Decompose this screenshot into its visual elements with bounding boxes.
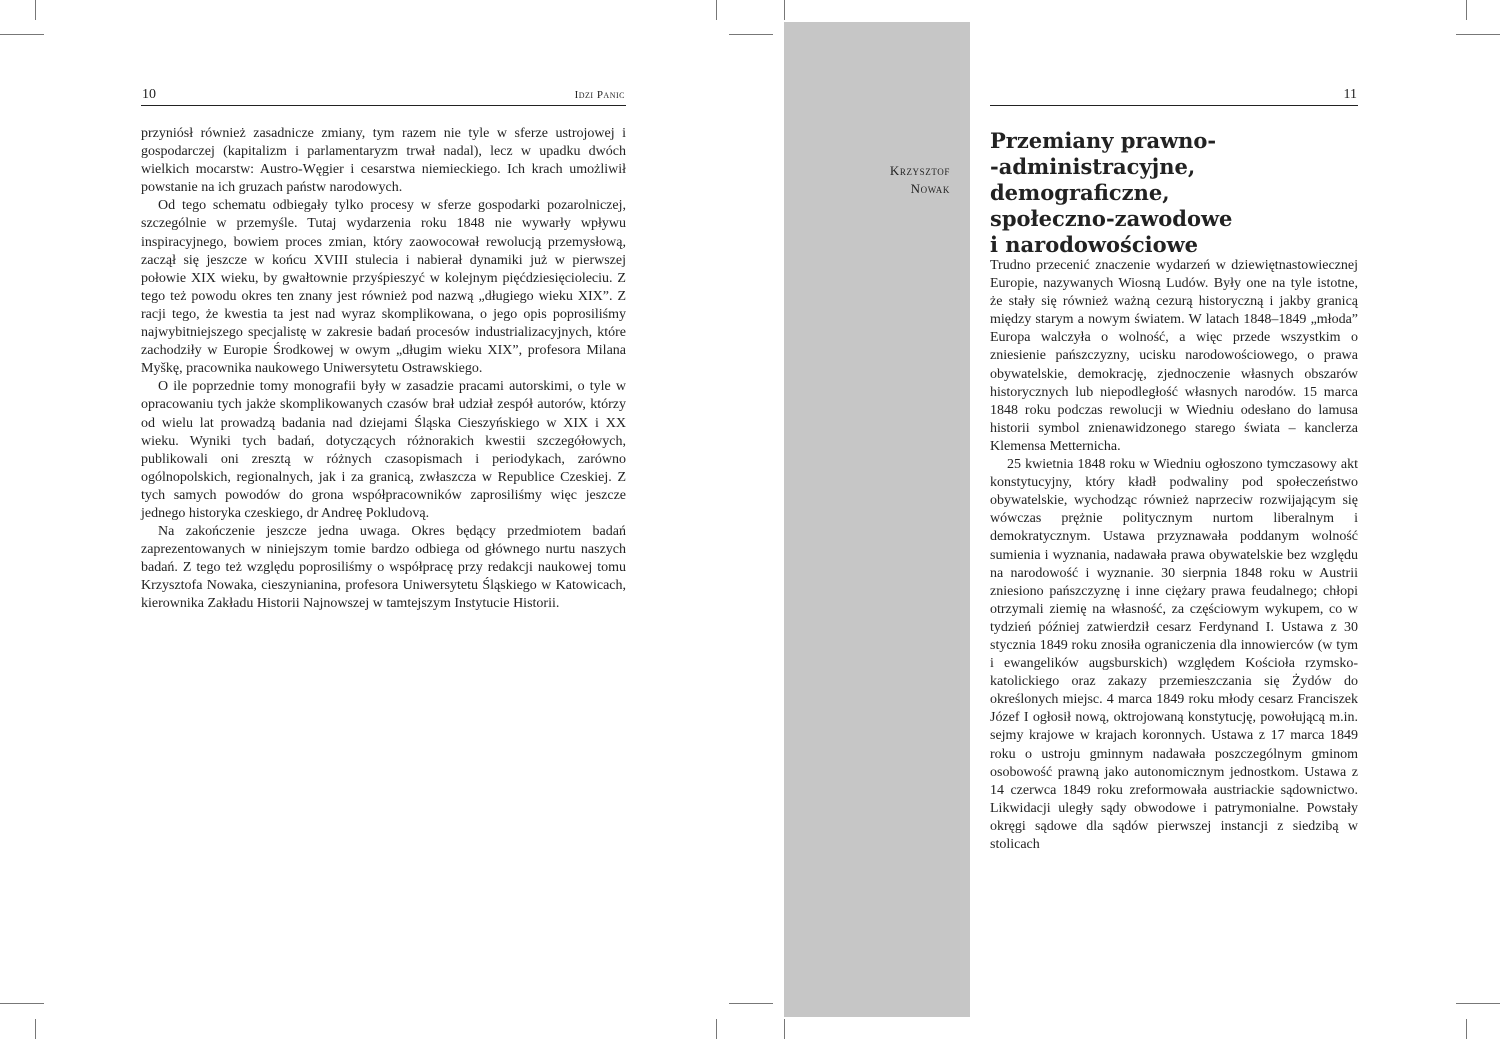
crop-mark — [1456, 34, 1500, 35]
crop-mark — [729, 34, 773, 35]
crop-mark — [1466, 0, 1467, 20]
paragraph: przyniósł również zasadnicze zmiany, tym razem nie tyle w sferze ustrojowej i gospodarczej (kapitalizm i parlamentaryzm trwał nadal), lecz w upadku dwóch wielkich mocarstw: Austro-Węgier i cesarstwa niemieckiego. Ich krach umożliwił powstanie na ich gruzach państw narodowych. — [141, 126, 626, 196]
page-number-left: 10 — [142, 87, 156, 102]
page-number-right: 11 — [1343, 87, 1357, 102]
paragraph: Trudno przecenić znaczenie wydarzeń w dziewiętnastowiecznej Europie, nazywanych Wiosną Ludów. Były one na tyle istotne, że stały się również ważną cezurą historyczną i jakby granicą między starym a nowym światem. W latach 1848–1849 „młoda” Europa walczyła o wolność, a więc przede wszystkim o zniesienie pańszczyzny, ucisku narodowościowego, o prawa obywatelskie, demokrację, zjednoczenie własnych obszarów historycznych lub niepodległość własnych narodów. 15 marca 1848 roku podczas rewolucji w Wiedniu odesłano do lamusa historii symbol znienawidzonego starego świata – kanclerza Klemensa Metternicha. — [990, 258, 1358, 454]
crop-mark — [1456, 1003, 1500, 1004]
crop-mark — [716, 0, 717, 20]
crop-mark — [784, 1019, 785, 1039]
crop-mark — [716, 1019, 717, 1039]
chapter-title-line: -administracyjne, demograficzne, — [990, 154, 1196, 205]
chapter-title — [990, 128, 1358, 258]
right-page-body — [990, 257, 1358, 854]
chapter-author — [860, 162, 950, 198]
crop-mark — [35, 1019, 36, 1039]
left-page-body — [141, 125, 626, 614]
chapter-title-line: Przemiany prawno- — [990, 128, 1217, 153]
crop-mark — [729, 1003, 773, 1004]
paragraph: 25 kwietnia 1848 roku w Wiedniu ogłoszono tymczasowy akt konstytucyjny, który kładł podwaliny pod społeczeństwo obywatelskie, wychodząc również naprzeciw rozwijającym się wówczas prężnie politycznym nurtom liberalnym i demokratycznym. Ustawa przyznawała poddanym wolność sumienia i wyznania, nadawała prawa obywatelskie bez względu na narodowość i wyznanie. 30 sierpnia 1848 roku w Austrii zniesiono pańszczyznę i inne ciężary prawa feudalnego; chłopi otrzymali ziemię na własność, za częściowym wykupem, co w tydzień później zatwierdził cesarz Ferdynand I. Ustawa z 30 stycznia 1849 roku znosiła ograniczenia dla innowierców (w tym i ewangelików augsburskich) względem Kościoła rzymsko-katolickiego oraz zakazy przemieszczania się Żydów do określonych miejsc. 4 marca 1849 roku młody cesarz Franciszek Józef I ogłosił nową, oktrojowaną konstytucję, powołującą m.in. sejmy krajowe w krajach koronnych. Ustawa z 17 marca 1849 roku o ustroju gminnym nadawała poszczególnym gminom osobowość prawną jako autonomicznym jednostkom. Ustawa z 14 czerwca 1849 roku zreformowała austriackie sądownictwo. Likwidacji uległy sądy obwodowe i patrymonialne. Powstały okręgi sądowe dla sądów pierwszej instancji z siedzibą w stolicach — [990, 457, 1358, 852]
crop-mark — [0, 34, 44, 35]
running-head-author: Idzi Panic — [574, 89, 625, 101]
chapter-title-line: i narodowościowe — [990, 232, 1199, 257]
crop-mark — [0, 1003, 44, 1004]
crop-mark — [35, 0, 36, 20]
paragraph: Od tego schematu odbiegały tylko procesy w sferze gospodarki pozarolniczej, szczególnie w przemyśle. Tutaj wydarzenia roku 1848 nie wywarły wpływu inspiracyjnego, bowiem proces zmian, który zaowocował rewolucją przemysłową, zaczął się jeszcze w końcu XVIII stulecia i nabierał dynamiki już w pierwszej połowie XIX wieku, by gwałtownie przyśpieszyć w kolejnym pięćdziesięcioleciu. Z tego też powodu okres ten znany jest również pod nazwą „długiego wieku XIX”. Z racji tego, że kwestia ta jest nad wyraz skomplikowana, o jego opis poprosiliśmy najwybitniejszego specjalistę w zakresie badań procesów industrializacyjnych, które zachodziły w Europie Środkowej w owym „długim wieku XIX”, profesora Milana Myškę, pracownika naukowego Uniwersytetu Ostrawskiego. — [141, 198, 626, 377]
running-head-right — [990, 88, 1358, 106]
paragraph: O ile poprzednie tomy monografii były w zasadzie pracami autorskimi, o tyle w opracowaniu tych jakże skomplikowanych czasów brał udział zespół autorów, którzy od wielu lat prowadzą badania nad dziejami Śląska Cieszyńskiego w XIX i XX wieku. Wyniki tych badań, dotyczących różnorakich kwestii szczegółowych, publikowali oni zresztą w różnych czasopismach i periodykach, zarówno ogólnopolskich, regionalnych, jak i za granicą, zwłaszcza w Republice Czeskiej. Z tych samych powodów do grona współpracowników zaprosiliśmy więc jeszcze jednego historyka czeskiego, dr Andreę Pokludovą. — [141, 379, 626, 521]
crop-mark — [1466, 1019, 1467, 1039]
chapter-author-first-name: Krzysztof — [889, 163, 950, 178]
running-head-left — [141, 88, 626, 106]
paragraph: Na zakończenie jeszcze jedna uwaga. Okres będący przedmiotem badań zaprezentowanych w niniejszym tomie bardzo odbiega od głównego nurtu naszych badań. Z tego też względu poprosiliśmy o współpracę przy redakcji naukowej tomu Krzysztofa Nowaka, cieszynianina, profesora Uniwersytetu Śląskiego w Katowicach, kierownika Zakładu Historii Najnowszej w tamtejszym Instytucie Historii. — [141, 524, 626, 612]
chapter-author-last-name: Nowak — [910, 181, 950, 196]
crop-mark — [784, 0, 785, 20]
chapter-title-line: społeczno-zawodowe — [990, 206, 1233, 231]
